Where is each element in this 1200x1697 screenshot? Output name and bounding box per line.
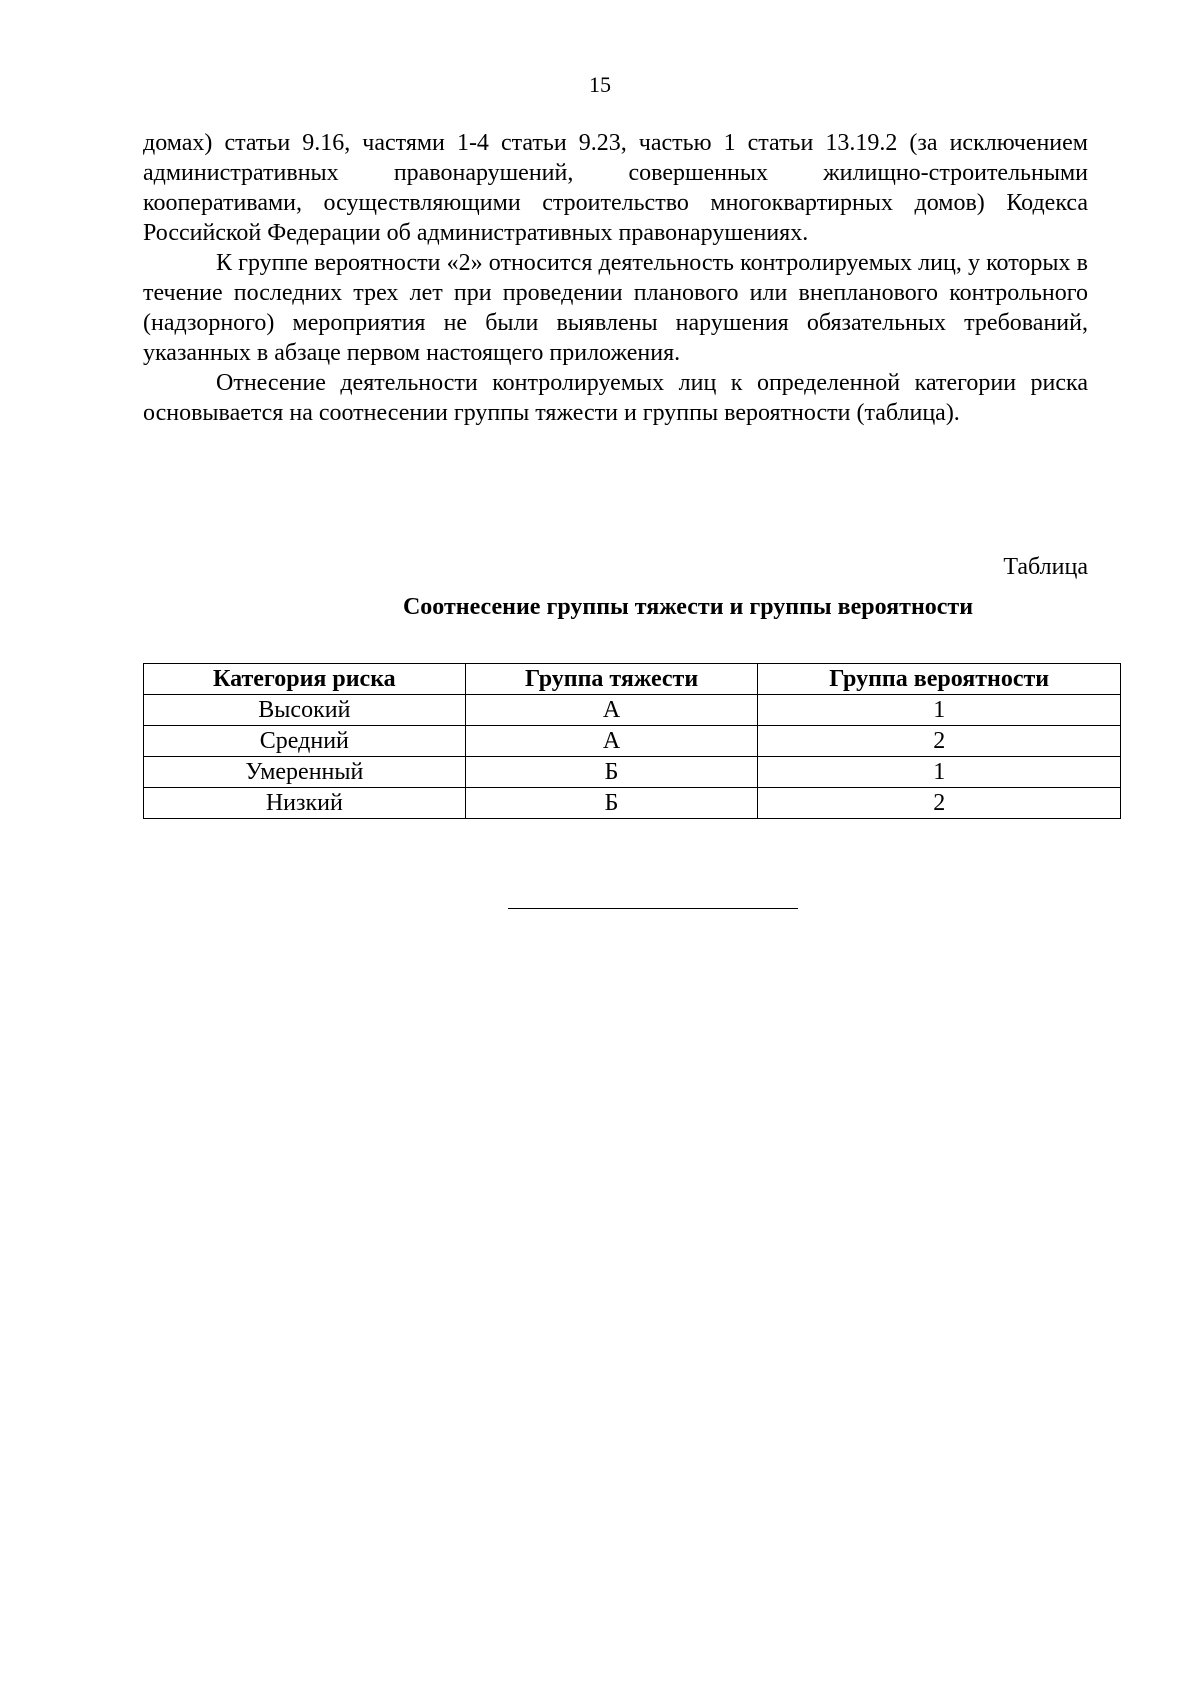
cell-severity-group: А [465, 695, 758, 726]
risk-category-table [143, 663, 1121, 819]
cell-risk-category: Высокий [144, 695, 466, 726]
cell-severity-group: Б [465, 757, 758, 788]
table-row [144, 757, 1121, 788]
cell-probability-group: 2 [758, 726, 1121, 757]
cell-risk-category: Средний [144, 726, 466, 757]
table-header-row [144, 664, 1121, 695]
body-text [143, 128, 1088, 428]
cell-severity-group: А [465, 726, 758, 757]
table-title: Соотнесение группы тяжести и группы вероятности [402, 594, 974, 620]
table-row [144, 788, 1121, 819]
header-risk-category: Категория риска [144, 664, 466, 695]
end-of-document-rule [508, 908, 798, 909]
table-row [144, 695, 1121, 726]
header-probability-group: Группа вероятности [758, 664, 1121, 695]
cell-probability-group: 1 [758, 695, 1121, 726]
cell-severity-group: Б [465, 788, 758, 819]
paragraph-risk-category: Отнесение деятельности контролируемых лиц к определенной категории риска основывается на соотнесении группы тяжести и группы вероятности (таблица). [143, 370, 1088, 426]
paragraph-probability-group: К группе вероятности «2» относится деятельность контролируемых лиц, у которых в течение последних трех лет при проведении планового или внепланового контрольного (надзорного) мероприятия не были выявлены нарушения обязательных требований, указанных в абзаце первом настоящего приложения. [143, 250, 1088, 366]
table-caption: Таблица [1003, 554, 1088, 580]
page-number: 15 [589, 72, 611, 97]
cell-risk-category: Низкий [144, 788, 466, 819]
paragraph-continuation: домах) статьи 9.16, частями 1-4 статьи 9.23, частью 1 статьи 13.19.2 (за исключением административных правонарушений, совершенных жилищно-строительными кооперативами, осуществляющими строительство многоквартирных домов) Кодекса Российской Федерации об административных правонарушениях. [143, 130, 1088, 246]
table-row [144, 726, 1121, 757]
header-severity-group: Группа тяжести [465, 664, 758, 695]
cell-probability-group: 2 [758, 788, 1121, 819]
cell-probability-group: 1 [758, 757, 1121, 788]
cell-risk-category: Умеренный [144, 757, 466, 788]
